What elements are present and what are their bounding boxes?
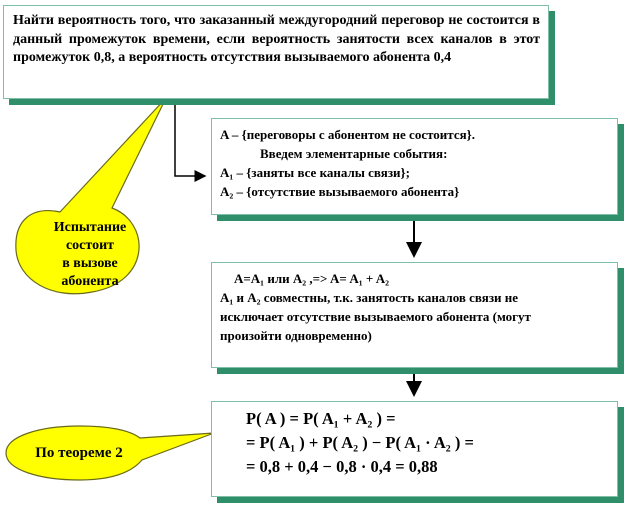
elbow-connector: [175, 99, 205, 176]
events-box: [211, 118, 618, 215]
formula-line-2: = P( A₁ ) + P( A₂ ) − P( A₁ · A₂ ) =: [246, 433, 474, 452]
sum-relation: A=A₁ или A₂ ,=> A= A₁ + A₂: [234, 271, 390, 286]
problem-statement-box: [3, 5, 549, 99]
problem-text: Найти вероятность того, что заказанный междугородний переговор не состоится в данный промежуток времени, если вероятность занятости всех каналов в этот промежуток 0,8, а вероятность отсутствия вызываемого абонента 0,4: [13, 13, 540, 65]
relation-box: [211, 262, 618, 368]
event-a-definition: A – {переговоры с абонентом не состоится}.: [220, 127, 476, 142]
formula-line-3: = 0,8 + 0,4 − 0,8 · 0,4 = 0,88: [246, 457, 438, 476]
trial-callout-text: Испытание состоит в вызове абонента: [53, 220, 127, 289]
formula-line-1: P( A ) = P( A₁ + A₂ ) =: [246, 409, 396, 428]
formula-box: [211, 401, 618, 497]
event-a2-definition: A₂ – {отсутствие вызываемого абонента}: [220, 184, 460, 199]
compatibility-line-1: A₁ и A₂ совместны, т.к. занятость каналов связи не: [220, 290, 519, 305]
elementary-events-heading: Введем элементарные события:: [260, 146, 448, 161]
theorem-callout-text: По теореме 2: [35, 445, 123, 461]
compatibility-line-2: исключает отсутствие вызываемого абонента (могут: [220, 309, 531, 324]
event-a1-definition: A₁ – {заняты все каналы связи};: [220, 165, 410, 180]
compatibility-line-3: произойти одновременно): [220, 328, 372, 343]
